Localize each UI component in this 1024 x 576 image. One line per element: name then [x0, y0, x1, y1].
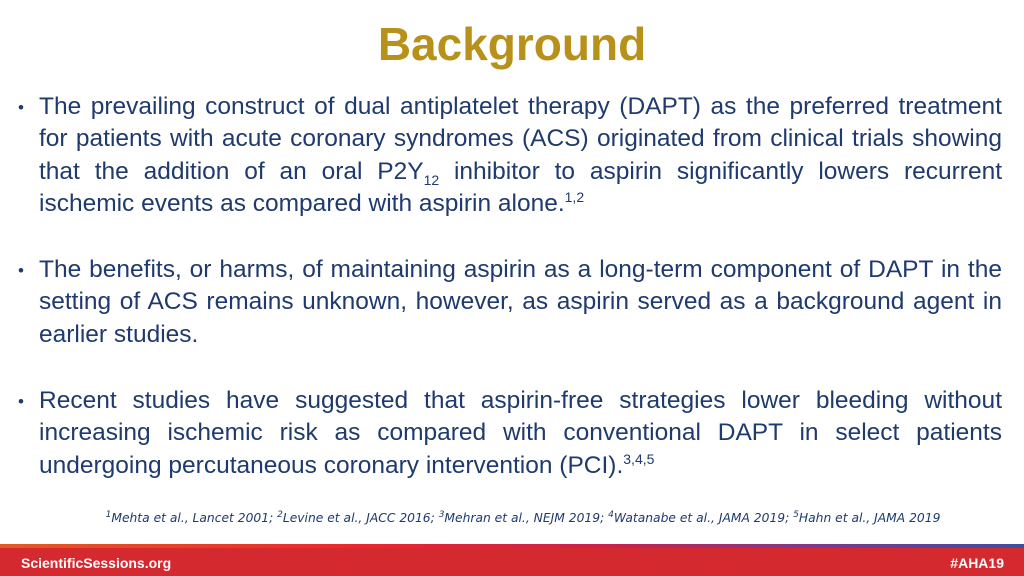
bullet-item — [18, 91, 1002, 220]
bullet-item — [18, 385, 1002, 482]
bullet-item — [18, 254, 1002, 351]
bullet-dot-icon: • — [18, 261, 24, 281]
bullet-text: The prevailing construct of dual antiplatelet therapy (DAPT) as the preferred treatment for patients with acute coronary syndromes (ACS) originated from clinical trials showing that the addition of an oral $P2Y_{12}$ inhibitor to aspirin significantly lowers recurrent ischemic events as compared with aspirin alone.$^{1,2}$ — [39, 93, 1003, 217]
bullet-text: The benefits, or harms, of maintaining aspirin as a long-term component of DAPT in the setting of ACS remains unknown, however, as aspirin served as a background agent in earlier studies. — [39, 256, 1002, 348]
footer-website-text: ScientificSessions.org — [21, 555, 172, 571]
footer-color-stripe — [0, 544, 1024, 548]
bullet-dot-icon: • — [18, 98, 24, 117]
footer-bar — [0, 544, 1024, 576]
references-line: $^1$Mehta et al., Lancet 2001; $^2$Levine et al., JACC 2016; $^3$Mehran et al., NEJM 2019; $^4$Watanabe et al., JAMA 2019; $^5$Hahn et al., JAMA 2019 — [105, 510, 941, 526]
bullet-dot-icon: • — [18, 392, 24, 412]
bullet-text: Recent studies have suggested that aspirin-free strategies lower bleeding without increasing ischemic risk as compared with conventional DAPT in select patients undergoing percutaneous coronary intervention (PCI).$^{3,4,5}$ — [39, 387, 1002, 479]
bullet-list — [18, 91, 1002, 516]
slide-title: Background — [377, 18, 647, 70]
footer-hashtag-text: #AHA19 — [950, 555, 1004, 571]
